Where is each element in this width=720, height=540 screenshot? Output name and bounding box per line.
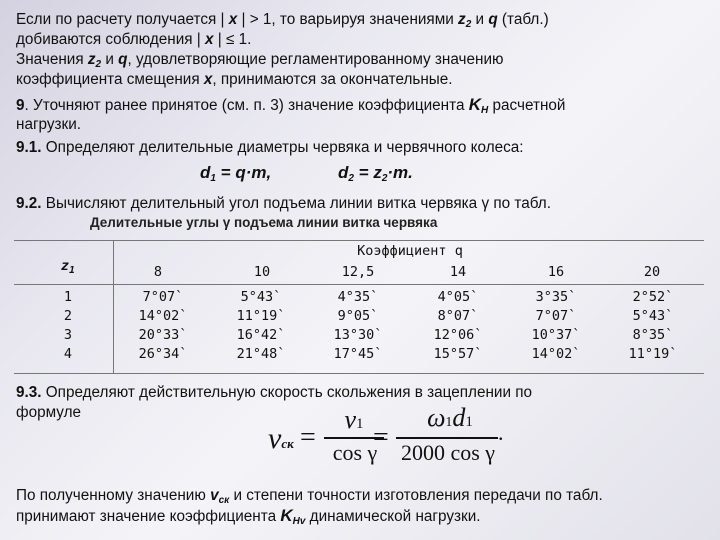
- formula-lhs: [268, 422, 294, 456]
- q-header-cell: 8: [153, 264, 163, 280]
- var-k: K: [468, 95, 482, 114]
- text-line-2: [16, 30, 251, 50]
- text-line-4: [16, 70, 453, 90]
- equals-sign: =: [373, 422, 389, 453]
- header-text: z: [60, 258, 70, 274]
- text-line-9: [16, 383, 532, 403]
- subscript: 2: [465, 19, 472, 30]
- var-x: x: [203, 71, 213, 88]
- angle-column-q14: 4°05` 8°07` 12°06` 15°57`: [433, 289, 483, 362]
- formula-part: = z: [353, 163, 382, 182]
- text-span: | ≤ 1.: [213, 31, 252, 48]
- var-z2: z: [458, 11, 466, 28]
- text-span: формуле: [16, 404, 82, 421]
- text-span: нагрузки.: [16, 116, 82, 133]
- subscript: 2: [381, 173, 388, 184]
- formula-part: d: [452, 403, 466, 432]
- subscript: 1: [69, 265, 76, 276]
- formula-part: d: [338, 163, 349, 182]
- text-span: Если по расчету получается |: [16, 11, 229, 28]
- subscript: 1: [465, 414, 473, 430]
- angle-column-q8: 7°07` 14°02` 20°33` 26°34`: [138, 289, 188, 362]
- var-q: q: [488, 11, 498, 28]
- var-q: q: [118, 51, 128, 68]
- subscript: H: [481, 105, 489, 116]
- subscript: 1: [445, 415, 453, 430]
- text-line-7: [16, 138, 524, 158]
- text-line-10: [16, 403, 81, 423]
- var-v: v: [210, 487, 219, 504]
- text-span: . Уточняют ранее принятое (см. п. 3) значение коэффициента: [24, 97, 469, 114]
- angle-column-q20: 2°52` 5°43` 8°35` 11°19`: [628, 289, 678, 362]
- text-span: Вычисляют делительный угол подъема линии витка червяка γ по табл.: [41, 195, 551, 212]
- text-span: добиваются соблюдения |: [16, 31, 205, 48]
- angle-column-q10: 5°43` 11°19` 16°42` 21°48`: [236, 289, 286, 362]
- q-header-cell: 16: [547, 264, 565, 280]
- q-header-cell: 14: [449, 264, 467, 280]
- text-line-6: [16, 115, 81, 135]
- subscript: 2: [95, 59, 102, 70]
- q-header-cell: 20: [643, 264, 661, 280]
- formula-part: v: [268, 422, 282, 455]
- var-k: K: [280, 506, 293, 525]
- z1-column: 1 2 3 4: [63, 289, 73, 362]
- text-span: Определяют делительные диаметры червяка и червячного колеса:: [41, 139, 524, 156]
- var-z2: z: [87, 51, 96, 68]
- text-span: (табл.): [497, 11, 549, 28]
- text-span: По полученному значению: [16, 487, 211, 504]
- fraction2-bar: [396, 437, 498, 439]
- fraction1-numerator: [330, 405, 378, 435]
- text-span: динамической нагрузки.: [305, 508, 481, 525]
- q-header-cell: 10: [253, 264, 271, 280]
- table-header-z1: [48, 258, 88, 276]
- fraction2-denominator: 2000 cos γ: [400, 440, 496, 465]
- formula-d1: [200, 163, 271, 184]
- text-span: | > 1, то варьируя значениями: [237, 11, 459, 28]
- text-span: расчетной: [488, 97, 566, 114]
- text-line-8: [16, 194, 551, 214]
- angle-column-q12-5: 4°35` 9°05` 13°30` 17°45`: [333, 289, 383, 362]
- subscript: 1: [356, 416, 364, 432]
- text-span: , принимаются за окончательные.: [212, 71, 453, 88]
- text-span: и: [471, 11, 489, 28]
- angle-column-q16: 3°35` 7°07` 10°37` 14°02`: [531, 289, 581, 362]
- subscript: Hv: [292, 516, 306, 527]
- formula-part: d: [200, 163, 211, 182]
- subscript: ск: [218, 495, 230, 506]
- text-span: и степени точности изготовления передачи по табл.: [229, 487, 603, 504]
- fraction1-denominator: cos γ: [332, 440, 378, 465]
- subscript: 1: [210, 173, 216, 184]
- table-vrule: [113, 240, 114, 373]
- q-header-cell: 12,5: [341, 264, 375, 280]
- formula-part: = q·m,: [215, 163, 272, 182]
- text-span: коэффициента смещения: [16, 71, 204, 88]
- text-span: и: [101, 51, 119, 68]
- text-span: , удовлетворяющие регламентированному значению: [127, 51, 504, 68]
- text-line-12: [16, 506, 481, 532]
- step-number: 9.2.: [16, 195, 42, 212]
- var-x: x: [205, 31, 214, 48]
- table-caption: Делительные углы γ подъема линии витка червяка: [90, 215, 438, 230]
- text-span: принимают значение коэффициента: [16, 508, 281, 525]
- step-number: 9.3.: [16, 384, 42, 401]
- subscript: 2: [348, 173, 354, 184]
- table-header-q: Коэффициент q: [357, 243, 463, 259]
- formula-part: v: [344, 405, 357, 434]
- text-span: Определяют действительную скорость скольжения в зацеплении по: [41, 384, 533, 401]
- var-x: x: [228, 11, 238, 28]
- text-span: Значения: [16, 51, 88, 68]
- table-rule-bottom: [14, 373, 704, 374]
- formula-part: ω: [427, 403, 446, 432]
- equals-sign: =: [300, 422, 316, 453]
- fraction2-numerator: [400, 403, 500, 433]
- formula-d2: [338, 163, 413, 184]
- text-line-5: [16, 95, 565, 121]
- step-number: 9.1.: [16, 139, 42, 156]
- table-rule-header: [14, 284, 704, 285]
- step-number: 9: [16, 97, 25, 114]
- table-rule-top: [14, 240, 704, 241]
- subscript: ск: [281, 436, 294, 451]
- formula-end-period: .: [498, 420, 504, 445]
- formula-part: ·m.: [387, 163, 413, 182]
